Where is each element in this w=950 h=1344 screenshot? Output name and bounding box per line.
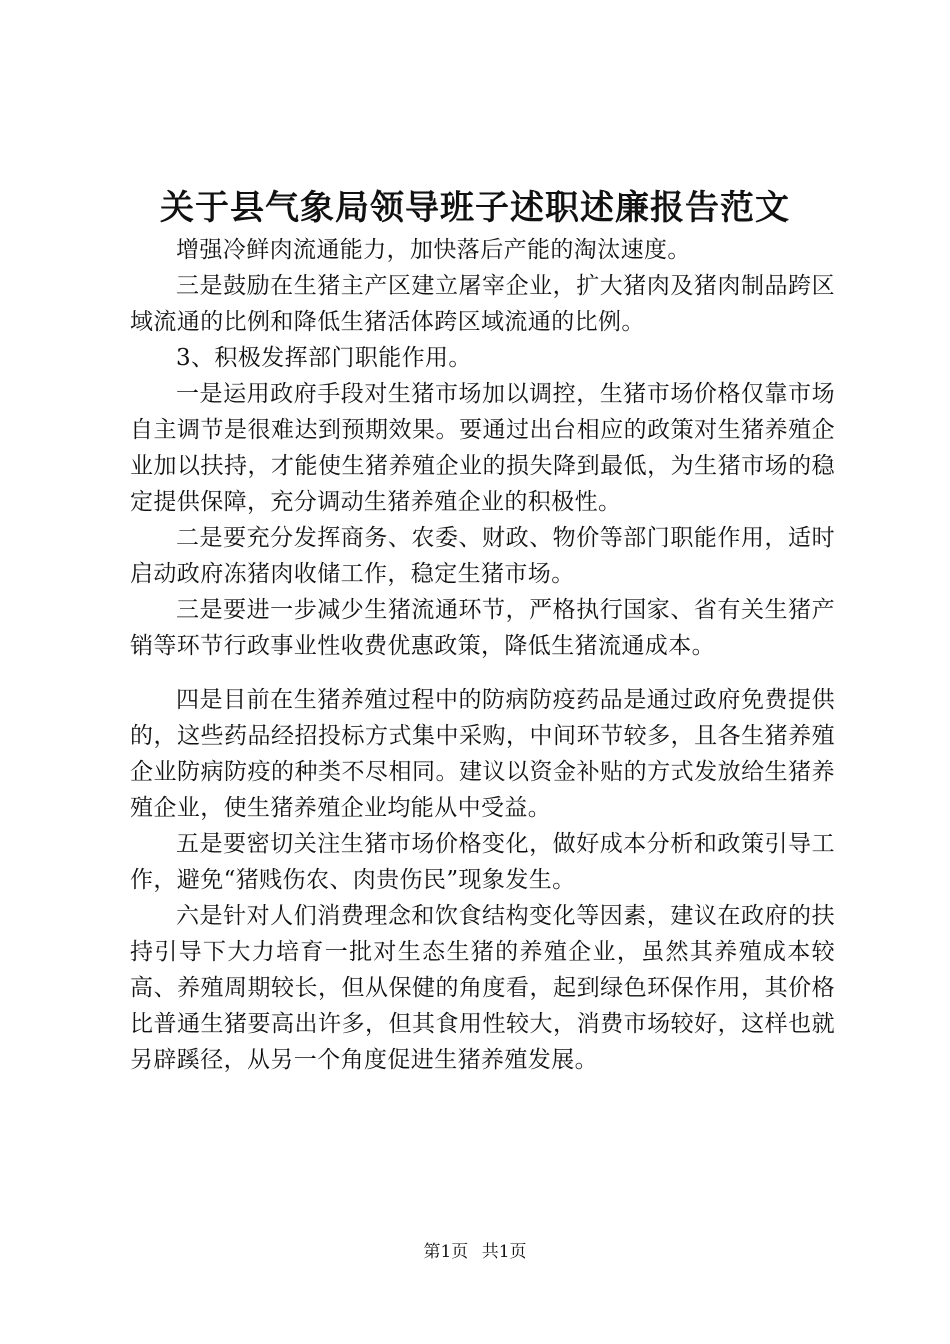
paragraph-6: 三是要进一步减少生猪流通环节，严格执行国家、省有关生猪产销等环节行政事业性收费优惠政策，降低生猪流通成本。: [130, 597, 835, 659]
paragraph-8: 五是要密切关注生猪市场价格变化，做好成本分析和政策引导工作，避免“猪贱伤农、肉贵伤民”现象发生。: [130, 831, 835, 893]
paragraph-4: 一是运用政府手段对生猪市场加以调控，生猪市场价格仅靠市场自主调节是很难达到预期效果。要通过出台相应的政策对生猪养殖企业加以扶持，才能使生猪养殖企业的损失降到最低，为生猪市场的稳定提供保障，充分调动生猪养殖企业的积极性。: [130, 381, 835, 515]
paragraph-1: 增强冷鲜肉流通能力，加快落后产能的淘汰速度。: [176, 237, 691, 263]
paragraph-7: 四是目前在生猪养殖过程中的防病防疫药品是通过政府免费提供的，这些药品经招投标方式集中采购，中间环节较多，且各生猪养殖企业防病防疫的种类不尽相同。建议以资金补贴的方式发放给生猪养殖企业，使生猪养殖企业均能从中受益。: [130, 687, 835, 821]
document-body: [130, 232, 835, 1078]
paragraph-3: 3、积极发挥部门职能作用。: [176, 345, 472, 371]
document-title: 关于县气象局领导班子述职述廉报告范文: [160, 188, 790, 228]
paragraph-2: 三是鼓励在生猪主产区建立屠宰企业，扩大猪肉及猪肉制品跨区域流通的比例和降低生猪活体跨区域流通的比例。: [130, 273, 835, 335]
paragraph-9: 六是针对人们消费理念和饮食结构变化等因素，建议在政府的扶持引导下大力培育一批对生态生猪的养殖企业，虽然其养殖成本较高、养殖周期较长，但从保健的角度看，起到绿色环保作用，其价格比普通生猪要高出许多，但其食用性较大，消费市场较好，这样也就另辟蹊径，从另一个角度促进生猪养殖发展。: [130, 903, 835, 1073]
page-total: 共1页: [481, 1242, 527, 1262]
paragraph-5: 二是要充分发挥商务、农委、财政、物价等部门职能作用，适时启动政府冻猪肉收储工作，稳定生猪市场。: [130, 525, 835, 587]
page-number: 第1页: [423, 1242, 469, 1262]
page-footer: [0, 1240, 950, 1264]
